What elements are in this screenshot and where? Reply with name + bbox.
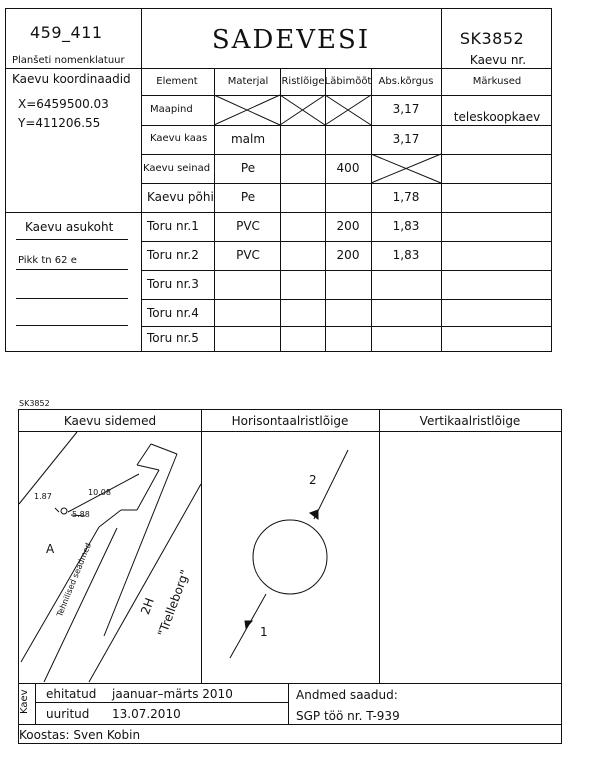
row-height-6: 1,83 [392, 248, 420, 262]
th-material: Materjal [227, 76, 269, 87]
sketch-dist-b: 10.08 [88, 488, 111, 497]
row-height-4: 1,78 [392, 190, 420, 204]
data-source-value: SGP töö nr. T-939 [296, 709, 400, 723]
lower-frame-top [18, 409, 562, 410]
sketch-dist-a: 1.87 [34, 492, 52, 501]
sketch-area-label: A [46, 542, 55, 556]
th-notes: Märkused [472, 76, 522, 87]
row-element-5: Toru nr.1 [147, 219, 199, 233]
th-diameter: Läbimõõt [324, 76, 372, 87]
sketch-building-label: 2H [138, 595, 157, 617]
built-label: ehitatud [46, 687, 97, 701]
horizontal-section-drawing [202, 432, 380, 684]
data-source-label: Andmed saadud: [296, 688, 398, 702]
th-section: Ristlõige [281, 76, 325, 87]
sketch-strip-label: Tehnilised seadmed [55, 541, 93, 618]
row-element-6: Toru nr.2 [147, 248, 199, 262]
row-diameter-6: 200 [336, 248, 360, 262]
footer-divider [288, 683, 289, 724]
pipe-label-1: 1 [260, 625, 268, 639]
row-material-4: Pe [240, 190, 256, 204]
lower-code: SK3852 [19, 399, 50, 408]
sketch-building-name: "Trelleborg" [155, 567, 193, 639]
pipe-label-2: 2 [309, 473, 317, 487]
sidemed-title: Kaevu sidemed [63, 414, 157, 428]
page-title: SADEVESI [211, 25, 371, 55]
row-height-5: 1,83 [392, 219, 420, 233]
nomenclature-value: 459_411 [30, 23, 103, 42]
footer-side-divider [35, 683, 36, 724]
lower-frame-right [561, 409, 562, 744]
location-heading: Kaevu asukoht [25, 220, 114, 234]
row-element-8: Toru nr.4 [147, 306, 199, 320]
coordinate-y: Y=411206.55 [18, 116, 101, 130]
footer-line-mid [35, 702, 288, 703]
row-material-3: Pe [240, 161, 256, 175]
row-material-2: malm [230, 132, 266, 146]
surveyed-value: 13.07.2010 [112, 707, 181, 721]
row-notes-1: teleskoopkaev [453, 110, 541, 124]
row-element-2: Kaevu kaas [150, 133, 208, 144]
row-element-1: Maapind [150, 104, 193, 115]
location-address: Pikk tn 62 e [18, 255, 77, 266]
th-abs-height: Abs.kõrgus [378, 76, 434, 87]
th-element: Element [156, 76, 198, 87]
coordinates-heading: Kaevu koordinaadid [12, 72, 131, 86]
well-number-label: Kaevu nr. [469, 53, 527, 67]
surveyed-label: uuritud [46, 707, 90, 721]
footer-line-bottom [18, 724, 562, 725]
coordinate-x: X=6459500.03 [18, 97, 109, 111]
row-element-9: Toru nr.5 [147, 331, 199, 345]
nomenclature-label: Planšeti nomenklatuur [12, 55, 125, 66]
sketch-dist-c: 5.88 [72, 510, 90, 519]
horizontal-section-title: Horisontaalristlõige [231, 414, 349, 428]
row-material-5: PVC [236, 219, 260, 233]
footer-line-end [18, 743, 562, 744]
well-number: SK3852 [459, 29, 525, 48]
row-material-6: PVC [236, 248, 260, 262]
row-height-1: 3,17 [392, 102, 420, 116]
row-element-3: Kaevu seinad [143, 163, 211, 174]
footer-side-label: Kaev [19, 689, 30, 714]
row-element-7: Toru nr.3 [147, 277, 199, 291]
author: Koostas: Sven Kobin [19, 728, 141, 742]
built-value: jaanuar–märts 2010 [112, 687, 233, 701]
vertical-section-title: Vertikaalristlõige [419, 414, 521, 428]
footer-line-top [18, 683, 562, 684]
row-height-2: 3,17 [392, 132, 420, 146]
site-sketch [19, 432, 201, 684]
row-element-4: Kaevu põhi [147, 190, 214, 204]
row-diameter-3: 400 [336, 161, 360, 175]
row-diameter-5: 200 [336, 219, 360, 233]
